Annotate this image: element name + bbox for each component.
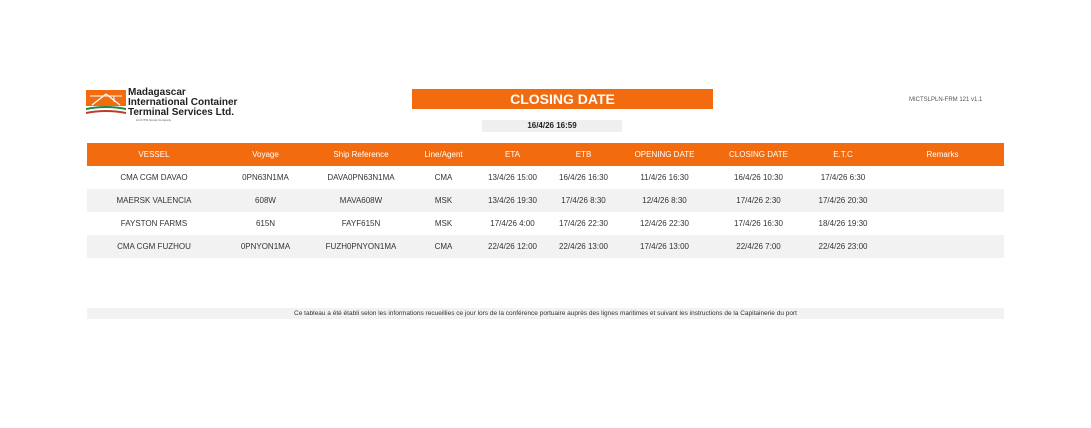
document-reference: MICTSLPLN-FRM 121 v1.1: [909, 97, 983, 103]
header-ship-reference: Ship Reference: [310, 143, 412, 166]
cell-eta: 17/4/26 4:00: [490, 219, 535, 228]
cell-etc: 18/4/26 19:30: [818, 219, 868, 228]
cell-vessel: CMA CGM DAVAO: [120, 173, 188, 182]
cell-opening-date: 12/4/26 22:30: [640, 219, 689, 228]
cell-etc: 22/4/26 23:00: [805, 235, 881, 258]
logo-line-1: Madagascar: [128, 87, 186, 98]
cell-etb: 22/4/26 13:00: [550, 235, 617, 258]
cell-voyage: 0PNYON1MA: [221, 235, 310, 258]
logo-line-3: Terminal Services Ltd.: [128, 107, 234, 118]
cell-line-agent: CMA: [434, 173, 453, 182]
cell-voyage: 615N: [255, 219, 276, 228]
cell-ship-reference: DAVA0PN63N1MA: [327, 173, 395, 182]
cell-remarks: [881, 166, 1004, 189]
page-title: CLOSING DATE: [412, 89, 713, 109]
crane-logo-icon: [86, 90, 126, 118]
company-logo: [86, 88, 246, 124]
table-row: [87, 235, 1004, 258]
cell-remarks: [881, 212, 1004, 235]
cell-ship-reference: MAVA608W: [310, 189, 412, 212]
cell-closing-date: 17/4/26 2:30: [712, 189, 805, 212]
cell-ship-reference: FUZH0PNYON1MA: [310, 235, 412, 258]
cell-etc: 17/4/26 20:30: [805, 189, 881, 212]
cell-eta: 13/4/26 19:30: [475, 189, 550, 212]
cell-opening-date: 17/4/26 13:00: [617, 235, 712, 258]
cell-etc: 17/4/26 6:30: [820, 173, 866, 182]
cell-remarks: [881, 189, 1004, 212]
logo-wordmark: [128, 88, 237, 118]
table-row: [87, 212, 1004, 235]
header-vessel: VESSEL: [87, 143, 221, 166]
table-row: [87, 189, 1004, 212]
cell-vessel: MAERSK VALENCIA: [87, 189, 221, 212]
cell-remarks: [881, 235, 1004, 258]
cell-etb: 17/4/26 22:30: [559, 219, 608, 228]
cell-etb: 16/4/26 16:30: [559, 173, 608, 182]
cell-line-agent: CMA: [412, 235, 475, 258]
cell-opening-date: 11/4/26 16:30: [640, 173, 689, 182]
cell-closing-date: 22/4/26 7:00: [712, 235, 805, 258]
footnote-text: Ce tableau a été établi selon les informations recueillies ce jour lors de la conférence portuaire auprès des lignes maritimes et suivant les instructions de la Capitainerie du port: [87, 308, 1004, 319]
cell-eta: 13/4/26 15:00: [488, 173, 537, 182]
cell-opening-date: 12/4/26 8:30: [617, 189, 712, 212]
table-row: [87, 166, 1004, 189]
header-eta: ETA: [475, 143, 550, 166]
cell-line-agent: MSK: [434, 219, 453, 228]
cell-closing-date: 17/4/26 16:30: [734, 219, 783, 228]
closing-date-table: [87, 143, 1004, 258]
cell-voyage: 608W: [221, 189, 310, 212]
cell-eta: 22/4/26 12:00: [475, 235, 550, 258]
report-date: 16/4/26 16:59: [482, 120, 622, 132]
table-header-row: [87, 143, 1004, 166]
header-etc: E.T.C: [805, 143, 881, 166]
header-opening-date: OPENING DATE: [617, 143, 712, 166]
cell-closing-date: 16/4/26 10:30: [734, 173, 783, 182]
header-line-agent: Line/Agent: [412, 143, 475, 166]
header-closing-date: CLOSING DATE: [712, 143, 805, 166]
header-remarks: Remarks: [881, 143, 1004, 166]
logo-tagline: An ICTSI Group Company: [136, 118, 172, 122]
cell-vessel: CMA CGM FUZHOU: [87, 235, 221, 258]
logo-line-2: International Container: [128, 97, 238, 108]
header-voyage: Voyage: [221, 143, 310, 166]
cell-etb: 17/4/26 8:30: [550, 189, 617, 212]
cell-voyage: 0PN63N1MA: [242, 173, 289, 182]
cell-vessel: FAYSTON FARMS: [120, 219, 188, 228]
header-etb: ETB: [550, 143, 617, 166]
cell-line-agent: MSK: [412, 189, 475, 212]
cell-ship-reference: FAYF615N: [341, 219, 381, 228]
